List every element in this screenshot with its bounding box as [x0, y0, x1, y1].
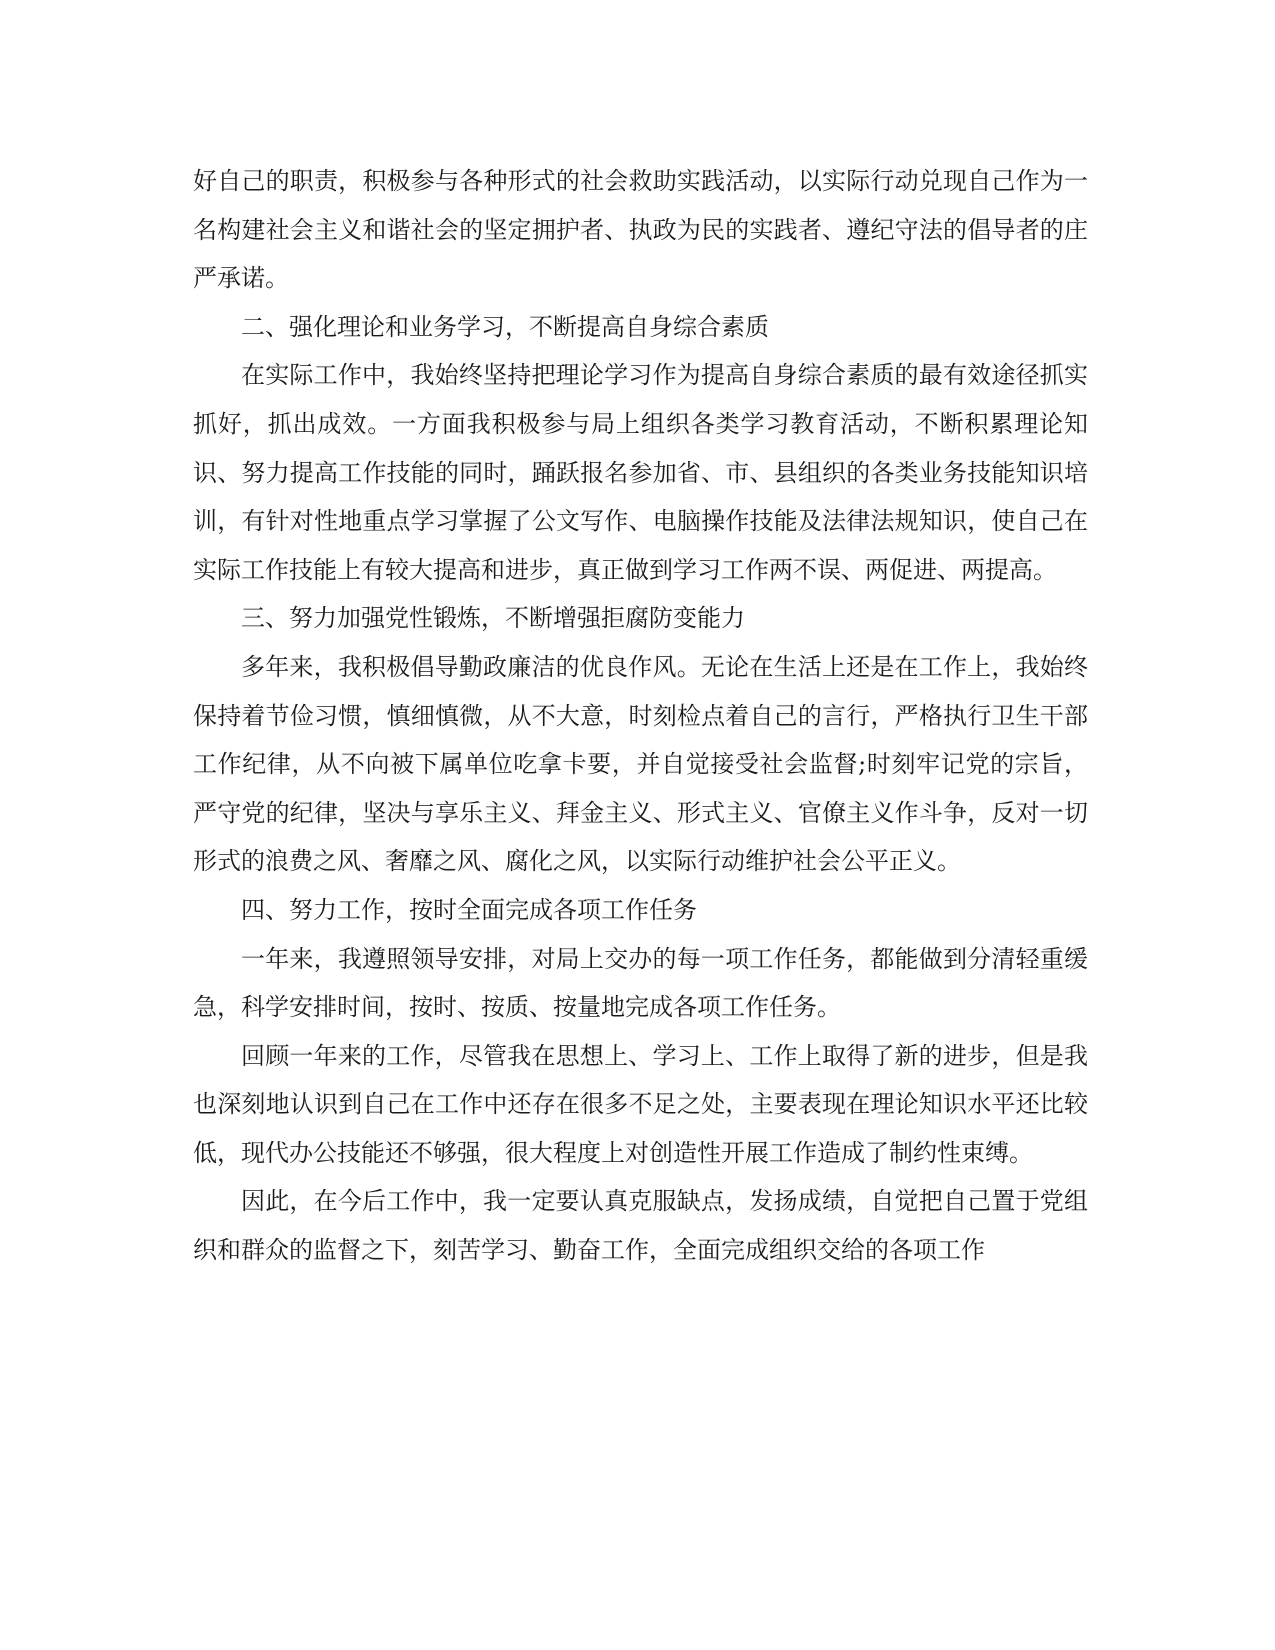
paragraph-tasks: 一年来，我遵照领导安排，对局上交办的每一项工作任务，都能做到分清轻重缓急，科学安排时间，按时、按质、按量地完成各项工作任务。 — [193, 944, 1088, 1022]
paragraph-future: 因此，在今后工作中，我一定要认真克服缺点，发扬成绩，自觉把自己置于党组织和群众的监督之下，刻苦学习、勤奋工作，全面完成组织交给的各项工作 — [193, 1187, 1088, 1265]
paragraph-theory-study: 在实际工作中，我始终坚持把理论学习作为提高自身综合素质的最有效途径抓实抓好，抓出成效。一方面我积极参与局上组织各类学习教育活动，不断积累理论知识、努力提高工作技能的同时，踊跃报名参加省、市、县组织的各类业务技能知识培训，有针对性地重点学习掌握了公文写作、电脑操作技能及法律法规知识，使自己在实际工作技能上有较大提高和进步，真正做到学习工作两不误、两促进、两提高。 — [193, 361, 1088, 584]
section-heading-4: 四、努力工作，按时全面完成各项工作任务 — [241, 895, 697, 924]
document-body — [193, 157, 1088, 1275]
paragraph-continued-from-previous-page: 好自己的职责，积极参与各种形式的社会救助实践活动，以实际行动兑现自己作为一名构建社会主义和谐社会的坚定拥护者、执政为民的实践者、遵纪守法的倡导者的庄严承诺。 — [193, 167, 1088, 293]
section-heading-2: 二、强化理论和业务学习，不断提高自身综合素质 — [241, 312, 769, 341]
section-heading-3: 三、努力加强党性锻炼，不断增强拒腐防变能力 — [241, 604, 745, 633]
paragraph-integrity: 多年来，我积极倡导勤政廉洁的优良作风。无论在生活上还是在工作上，我始终保持着节俭习惯，慎细慎微，从不大意，时刻检点着自己的言行，严格执行卫生干部工作纪律，从不向被下属单位吃拿卡要，并自觉接受社会监督;时刻牢记党的宗旨，严守党的纪律，坚决与享乐主义、拜金主义、形式主义、官僚主义作斗争，反对一切形式的浪费之风、奢靡之风、腐化之风，以实际行动维护社会公平正义。 — [193, 652, 1088, 876]
paragraph-review: 回顾一年来的工作，尽管我在思想上、学习上、工作上取得了新的进步，但是我也深刻地认识到自己在工作中还存在很多不足之处，主要表现在理论知识水平还比较低，现代办公技能还不够强，很大程度上对创造性开展工作造成了制约性束缚。 — [193, 1041, 1088, 1167]
